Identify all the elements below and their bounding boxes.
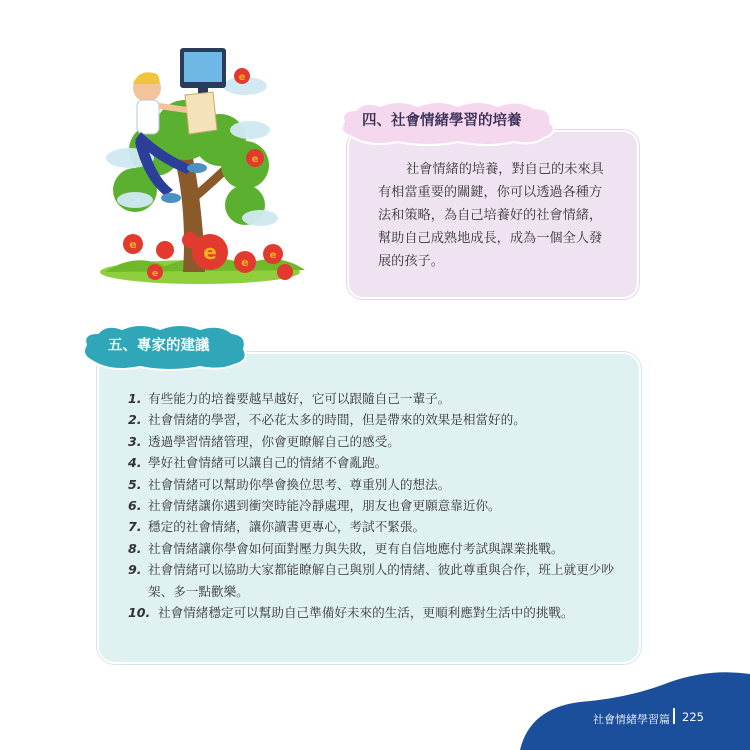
list-item: 5. 社會情緒可以幫助你學會換位思考、尊重別人的想法。 [128,476,451,492]
section4-paragraph: 社會情緒的培養，對自己的未來具 有相當重要的關鍵，你可以透過各種方 法和策略，為自己培養好的社會情緒， 幫助自己成熟地成長，成為一個全人發 展的孩子。 [378,162,604,269]
svg-text:e: e [129,238,137,251]
footer-divider [673,708,675,724]
svg-text:e: e [241,256,249,269]
svg-text:e: e [251,154,259,165]
boy-in-apple-tree-illustration [95,40,325,285]
svg-text:e: e [269,250,277,261]
footer-section-title: 社會情緒學習篇 [593,713,670,726]
footer-wave [520,668,750,750]
svg-text:e: e [151,269,159,279]
page-number: 225 [682,710,704,724]
list-item: 1. 有些能力的培養要越早越好，它可以跟隨自己一輩子。 [128,391,451,406]
svg-text:e: e [203,240,217,264]
list-item: 9. 社會情緒可以協助大家都能瞭解自己與別人的情緒、彼此尊重與合作，班上就更少吵架、多一點歡樂。 [128,562,614,599]
list-item: 7. 穩定的社會情緒，讓你讀書更專心，考試不緊張。 [128,519,426,535]
section4-heading: 四、社會情緒學習的培養 [362,113,522,129]
list-item: 10. 社會情緒穩定可以幫助自己準備好未來的生活，更順利應對生活中的挑戰。 [128,605,574,621]
list-item: 8. 社會情緒讓你學會如何面對壓力與失敗，更有自信地應付考試與課業挑戰。 [128,540,564,556]
expert-advice-list [128,388,618,623]
list-item: 4. 學好社會情緒可以讓自己的情緒不會亂跑。 [128,455,388,471]
list-item: 2. 社會情緒的學習，不必花太多的時間，但是帶來的效果是相當好的。 [128,412,526,428]
svg-text:e: e [238,72,246,83]
list-item: 3. 透過學習情緒管理，你會更瞭解自己的感受。 [128,433,400,449]
section5-heading: 五、專家的建議 [108,338,210,354]
list-item: 6. 社會情緒讓你遇到衝突時能冷靜處理，朋友也會更願意靠近你。 [128,498,501,514]
